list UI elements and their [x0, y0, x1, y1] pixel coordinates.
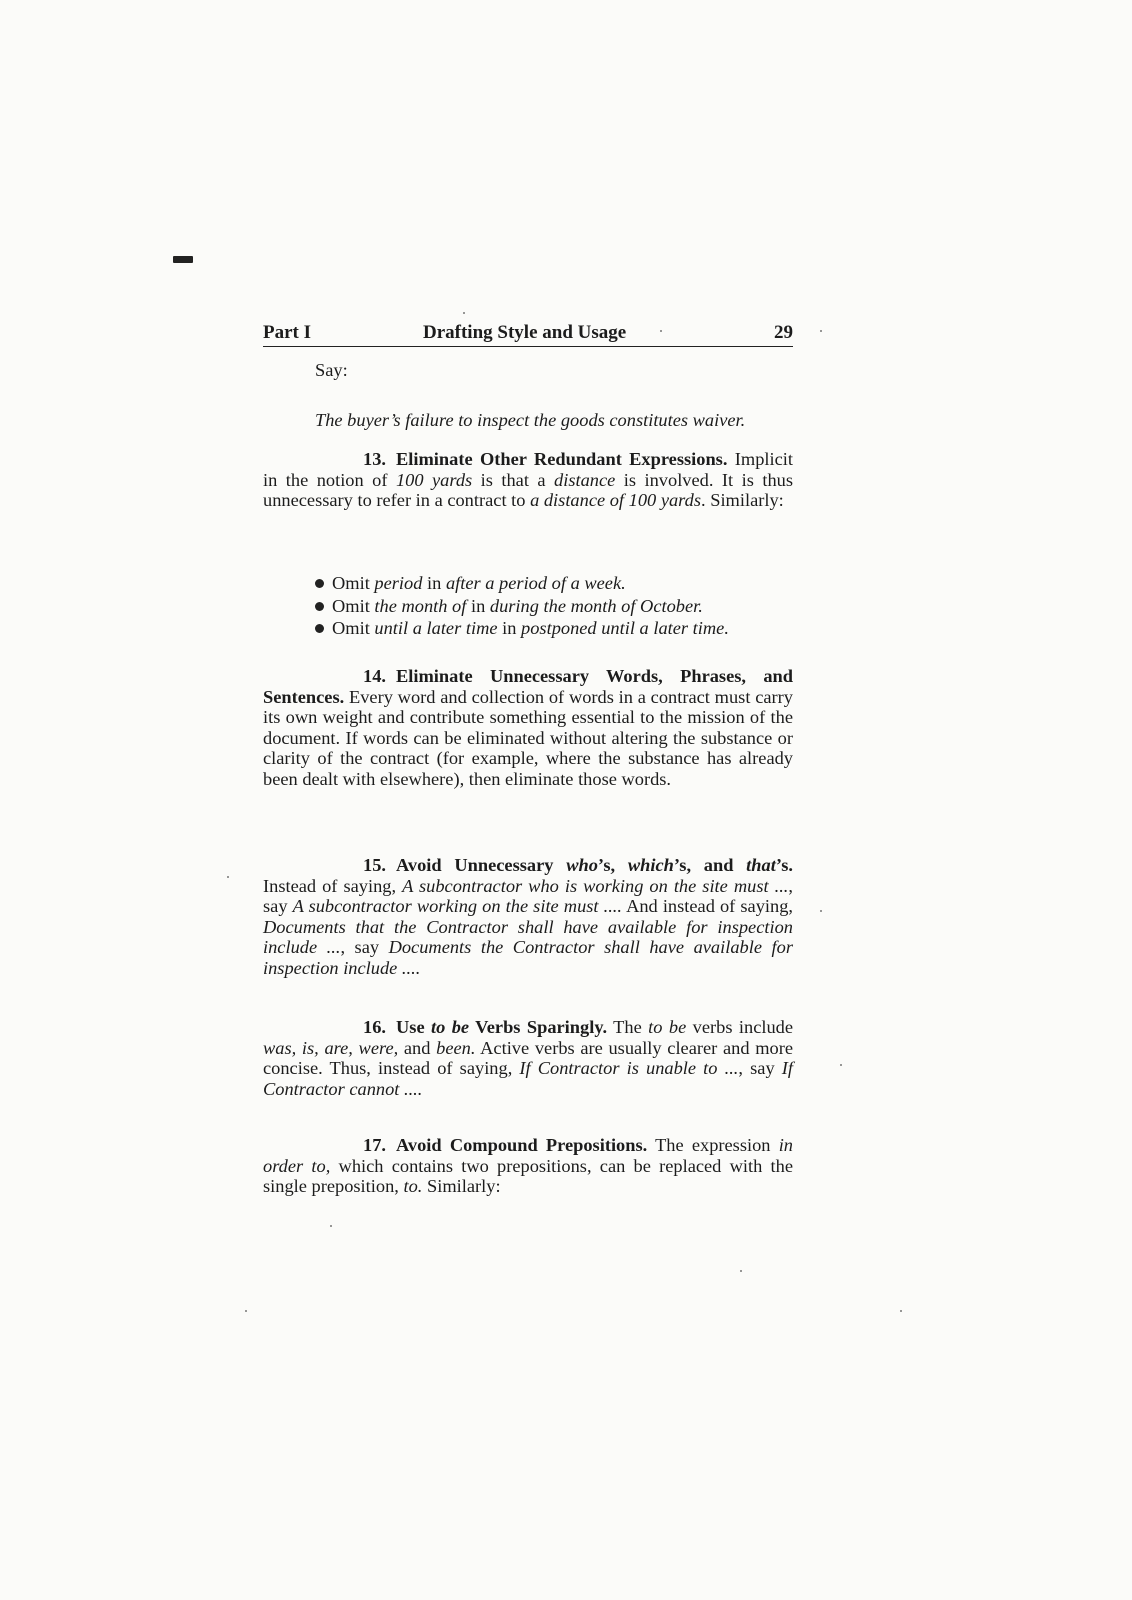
scan-speck	[330, 1225, 332, 1227]
section-heading: Avoid Compound Prepositions.	[396, 1135, 648, 1155]
scan-speck	[820, 330, 822, 332]
section-heading: Eliminate Unnecessary Words, Phrases, and Sentences.	[263, 666, 793, 707]
section-number: 16.	[363, 1017, 386, 1037]
section-heading: Eliminate Other Redundant Expressions.	[396, 449, 728, 469]
header-part: Part I	[263, 322, 312, 343]
section-heading: Use to be Verbs Sparingly.	[396, 1017, 608, 1037]
section-number: 17.	[363, 1135, 386, 1155]
scan-speck	[227, 876, 229, 878]
section-14: 14. Eliminate Unnecessary Words, Phrases, and Sentences. Every word and collection of words in a contract must carry its own weight and contribute something essential to the mission of the document. If words can be eliminated without altering the substance or clarity of the contract (for example, where the substance has already been dealt with elsewhere), then eliminate those words.	[263, 666, 793, 789]
example-sentence: The buyer’s failure to inspect the goods constitutes waiver.	[315, 410, 746, 430]
scan-speck	[660, 330, 662, 332]
list-item: Omit until a later time in postponed until a later time.	[315, 617, 729, 640]
scan-speck	[463, 312, 465, 314]
page-number: 29	[774, 322, 793, 343]
list-item: Omit period in after a period of a week.	[315, 572, 729, 595]
header-title: Drafting Style and Usage	[423, 322, 627, 343]
margin-mark	[173, 256, 193, 263]
section-number: 15.	[363, 855, 386, 875]
running-header	[263, 322, 793, 347]
list-item: Omit the month of in during the month of October.	[315, 595, 729, 618]
redundancy-list	[315, 572, 729, 640]
section-number: 14.	[363, 666, 386, 686]
section-17: 17. Avoid Compound Prepositions. The expression in order to, which contains two prepositions, can be replaced with the single preposition, to. Similarly:	[263, 1135, 793, 1197]
section-15: 15. Avoid Unnecessary who’s, which’s, and that’s. Instead of saying, A subcontractor who is working on the site must ..., say A subcontractor working on the site must .... And instead of saying, Documents that the Contractor shall have available for inspection include ..., say Documents the Contractor shall have available for inspection include ....	[263, 855, 794, 978]
section-13: 13. Eliminate Other Redundant Expressions. Implicit in the notion of 100 yards is that a distance is involved. It is thus unnecessary to refer in a contract to a distance of 100 yards. Similarly:	[263, 449, 793, 511]
section-heading: Avoid Unnecessary who’s, which’s, and that’s.	[396, 855, 794, 875]
scan-speck	[740, 1270, 742, 1272]
say-label: Say:	[315, 360, 348, 380]
scan-speck	[245, 1310, 247, 1312]
scan-speck	[900, 1310, 902, 1312]
scan-speck	[820, 910, 822, 912]
scan-speck	[840, 1064, 842, 1066]
section-number: 13.	[363, 449, 386, 469]
section-16: 16. Use to be Verbs Sparingly. The to be verbs include was, is, are, were, and been. Active verbs are usually clearer and more concise. Thus, instead of saying, If Contractor is unable to ..., say If Contractor cannot ....	[263, 1017, 794, 1099]
